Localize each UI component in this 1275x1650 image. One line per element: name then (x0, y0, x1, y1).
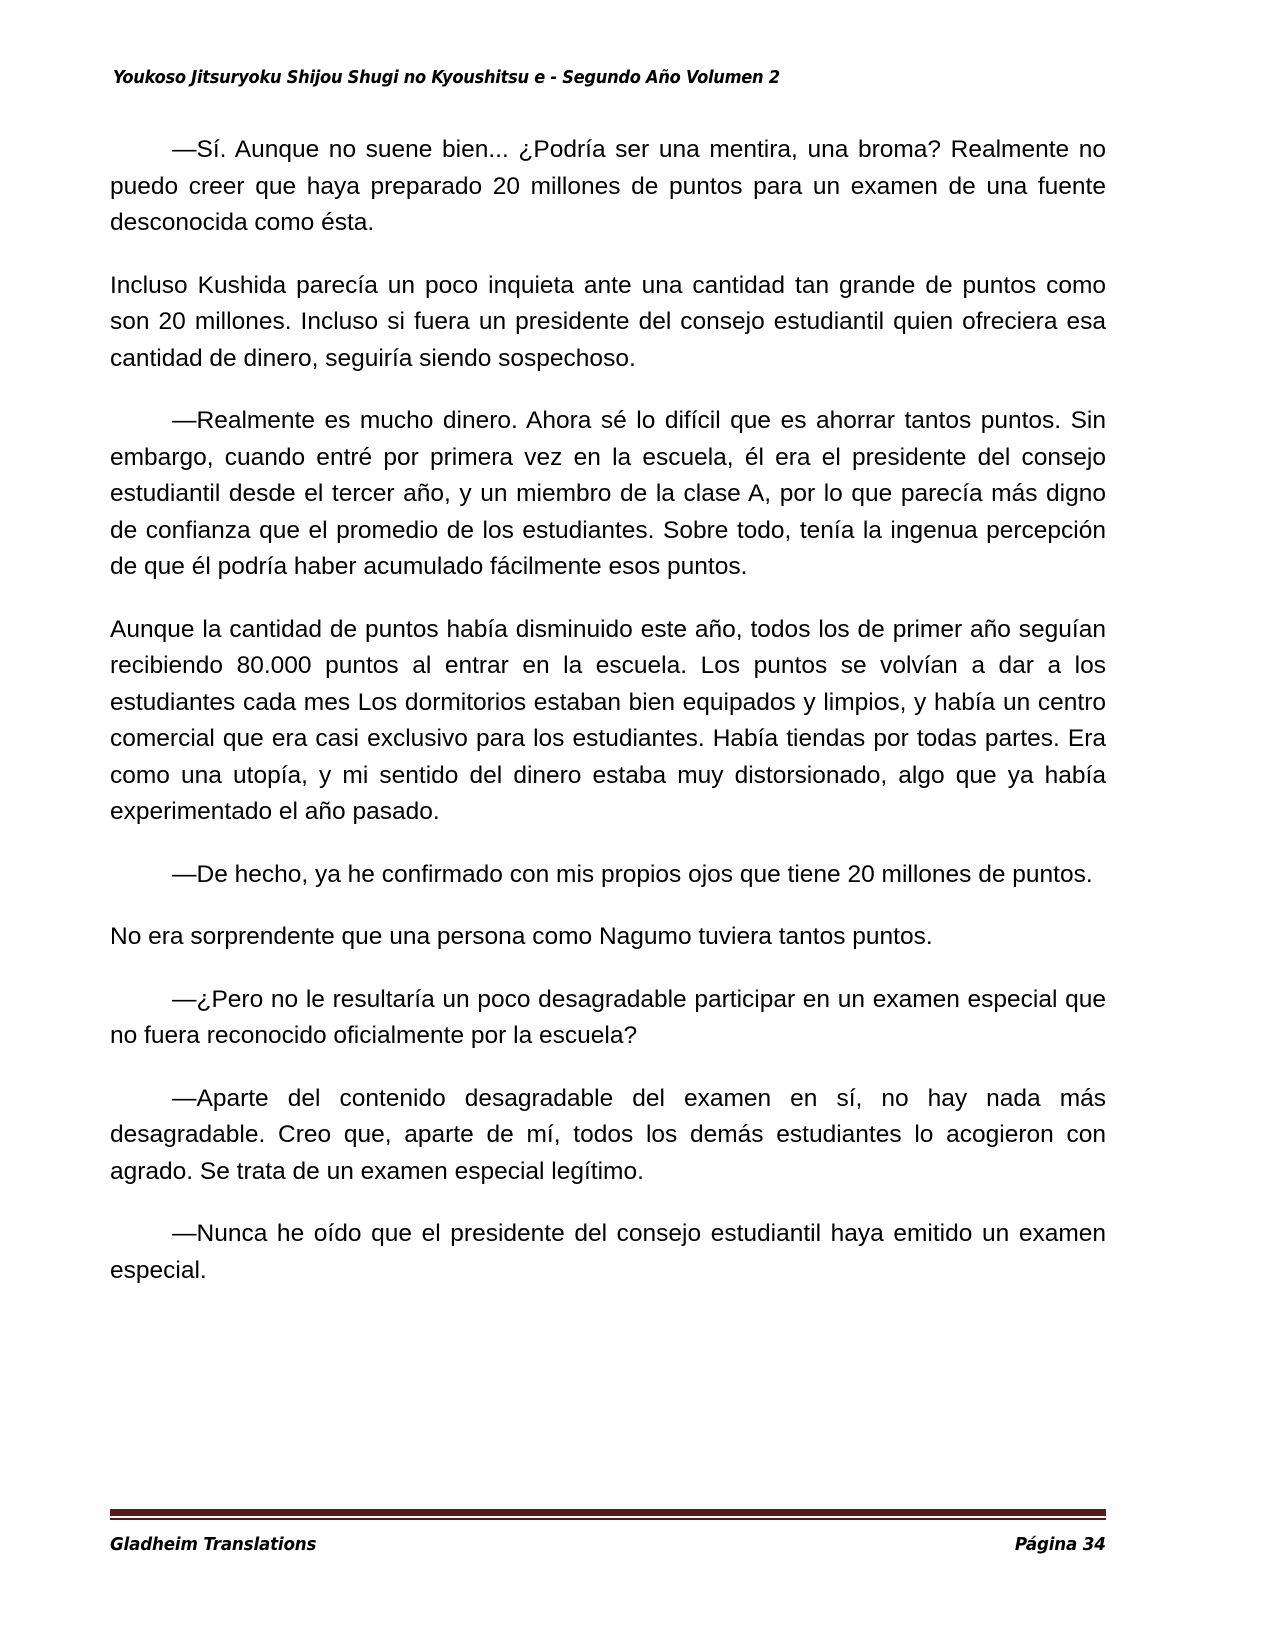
page-footer (110, 1509, 1106, 1555)
footer-row (110, 1534, 1106, 1555)
body-paragraph: —Sí. Aunque no suene bien... ¿Podría ser una mentira, una broma? Realmente no puedo creer que haya preparado 20 millones de puntos para un examen de una fuente desconocida como ésta. (110, 136, 1106, 236)
body-paragraph: —Aparte del contenido desagradable del examen en sí, no hay nada más desagradable. Creo que, aparte de mí, todos los demás estudiantes lo acogieron con agrado. Se trata de un examen especial legítimo. (110, 1084, 1106, 1185)
body-paragraph: —Nunca he oído que el presidente del consejo estudiantil haya emitido un examen especial. (110, 1220, 1106, 1284)
body-paragraph: No era sorprendente que una persona como Nagumo tuviera tantos puntos. (110, 923, 933, 950)
footer-divider-thick (110, 1509, 1106, 1516)
body-paragraph: —¿Pero no le resultaría un poco desagradable participar en un examen especial que no fuera reconocido oficialmente por la escuela? (110, 985, 1106, 1049)
page-header (113, 68, 1113, 88)
footer-translator-credit: Gladheim Translations (110, 1534, 317, 1555)
header-title: Youkoso Jitsuryoku Shijou Shugi no Kyoushitsu e - Segundo Año Volumen 2 (113, 68, 780, 88)
footer-divider-thin (110, 1518, 1106, 1520)
document-body (110, 132, 1106, 1289)
body-paragraph: Incluso Kushida parecía un poco inquieta ante una cantidad tan grande de puntos como son 20 millones. Incluso si fuera un presidente del consejo estudiantil quien ofreciera esa cantidad de dinero, seguiría siendo sospechoso. (110, 271, 1106, 372)
footer-page-number: Página 34 (1015, 1534, 1106, 1555)
body-paragraph: Aunque la cantidad de puntos había disminuido este año, todos los de primer año seguían recibiendo 80.000 puntos al entrar en la escuela. Los puntos se volvían a dar a los estudiantes cada mes Los dormitorios estaban bien equipados y limpios, y había un centro comercial que era casi exclusivo para los estudiantes. Había tiendas por todas partes. Era como una utopía, y mi sentido del dinero estaba muy distorsionado, algo que ya había experimentado el año pasado. (110, 615, 1106, 825)
body-paragraph: —Realmente es mucho dinero. Ahora sé lo difícil que es ahorrar tantos puntos. Sin embargo, cuando entré por primera vez en la escuela, él era el presidente del consejo estudiantil desde el tercer año, y un miembro de la clase A, por lo que parecía más digno de confianza que el promedio de los estudiantes. Sobre todo, tenía la ingenua percepción de que él podría haber acumulado fácilmente esos puntos. (110, 407, 1106, 580)
body-paragraph: —De hecho, ya he confirmado con mis propios ojos que tiene 20 millones de puntos. (172, 860, 1093, 888)
